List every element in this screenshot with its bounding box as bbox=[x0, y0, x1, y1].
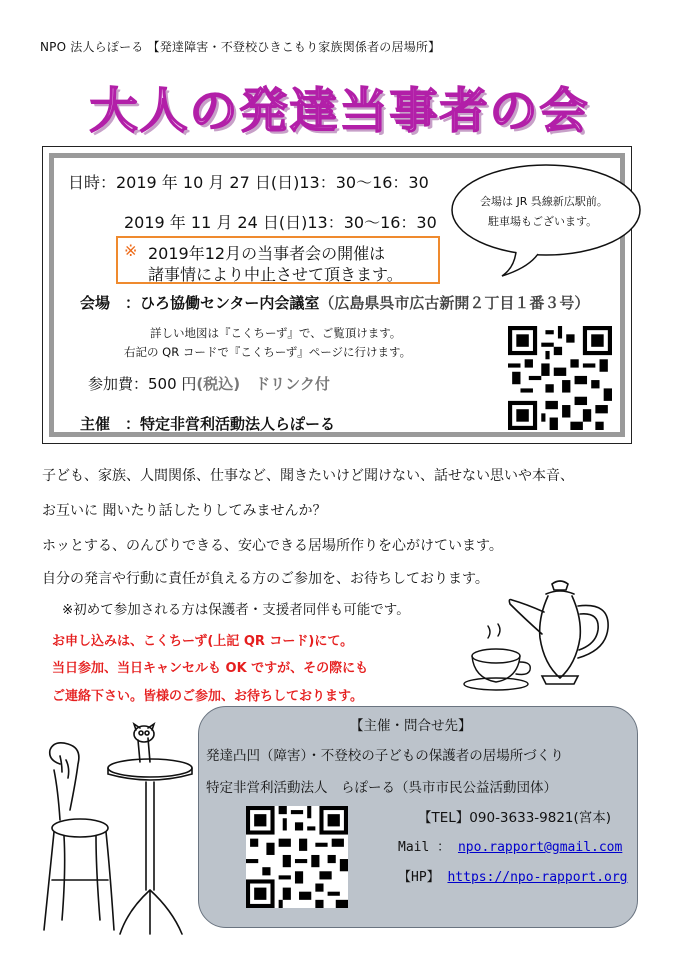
body-line-1: 子ども、家族、人間関係、仕事など、聞きたいけど聞けない、話せない思いや本音、 bbox=[42, 468, 574, 484]
fee bbox=[88, 373, 330, 394]
mail-link[interactable]: npo.rapport@gmail.com bbox=[457, 840, 623, 855]
hp-label: 【HP】 bbox=[398, 870, 440, 885]
qr-code-kokuchizu[interactable] bbox=[508, 326, 612, 430]
notice-mark: ※ bbox=[124, 241, 138, 260]
bubble-line-2: 駐車場もございます。 bbox=[488, 215, 598, 228]
venue-address: （広島県呉市広古新開２丁目１番３号） bbox=[319, 294, 590, 312]
fee-tax: (税込) bbox=[196, 375, 241, 393]
venue-label: 会場 ：ひろ協働センター内会議室 bbox=[80, 294, 320, 312]
cafe-table-chair-illustration bbox=[40, 720, 198, 942]
homepage-link[interactable]: https://npo-rapport.org bbox=[447, 870, 628, 885]
event-date-1: 日時：2019 年 10 月 27 日(日)13：30～16：30 bbox=[68, 173, 429, 192]
host: 主催 ：特定非営利活動法人らぽーる bbox=[80, 415, 336, 433]
notice-line-1: 2019年12月の当事者会の開催は bbox=[148, 244, 386, 263]
body-line-3: ホッとする、のんびりできる、安心できる居場所作りを心がけています。 bbox=[42, 538, 503, 554]
organization-line: NPO 法人らぽーる 【発達障害・不登校ひきこもり家族関係者の居場所】 bbox=[40, 40, 441, 54]
contact-line-2: 特定非営利活動法人 らぽーる（呉市市民公益活動団体） bbox=[206, 780, 557, 796]
map-note-1: 詳しい地図は『こくちーず』で、ご覧頂けます。 bbox=[150, 326, 402, 340]
event-date-2: 2019 年 11 月 24 日(日)13：30～16：30 bbox=[124, 213, 437, 232]
page-title: 大人の発達当事者の会 bbox=[89, 83, 590, 139]
cancellation-notice bbox=[116, 236, 440, 284]
application-note-3: ご連絡下さい。皆様のご参加、お待ちしております。 bbox=[52, 689, 363, 704]
coffee-pot-illustration bbox=[460, 578, 640, 698]
fee-drink: ドリンク付 bbox=[255, 375, 330, 393]
application-note-1: お申し込みは、こくちーず(上記 QR コード)にて。 bbox=[52, 634, 354, 649]
mail-label: Mail ： bbox=[398, 840, 451, 855]
map-note-2: 右記の QR コードで『こくちーず』ページに行けます。 bbox=[124, 345, 412, 359]
body-line-4: 自分の発言や行動に責任が負える方のご参加を、お待ちしております。 bbox=[42, 571, 489, 587]
body-note: ※初めて参加される方は保護者・支援者同伴も可能です。 bbox=[62, 602, 410, 618]
notice-line-2: 諸事情により中止させて頂きます。 bbox=[148, 265, 403, 284]
contact-mail bbox=[398, 836, 622, 855]
fee-label: 参加費：500 円 bbox=[88, 375, 197, 393]
contact-heading: 【主催・問合せ先】 bbox=[350, 718, 472, 734]
application-note-2: 当日参加、当日キャンセルも OK ですが、その際にも bbox=[52, 661, 369, 676]
bubble-line-1: 会場は JR 呉線新広駅前。 bbox=[480, 195, 608, 208]
contact-homepage bbox=[398, 866, 628, 885]
venue bbox=[80, 292, 589, 313]
contact-tel[interactable]: 【TEL】090-3633-9821(宮本) bbox=[418, 810, 612, 826]
body-line-2: お互いに 聞いたり話したりしてみませんか？ bbox=[42, 503, 327, 519]
contact-line-1: 発達凸凹（障害）・不登校の子どもの保護者の居場所づくり bbox=[206, 748, 564, 764]
qr-code-homepage[interactable] bbox=[246, 806, 348, 908]
